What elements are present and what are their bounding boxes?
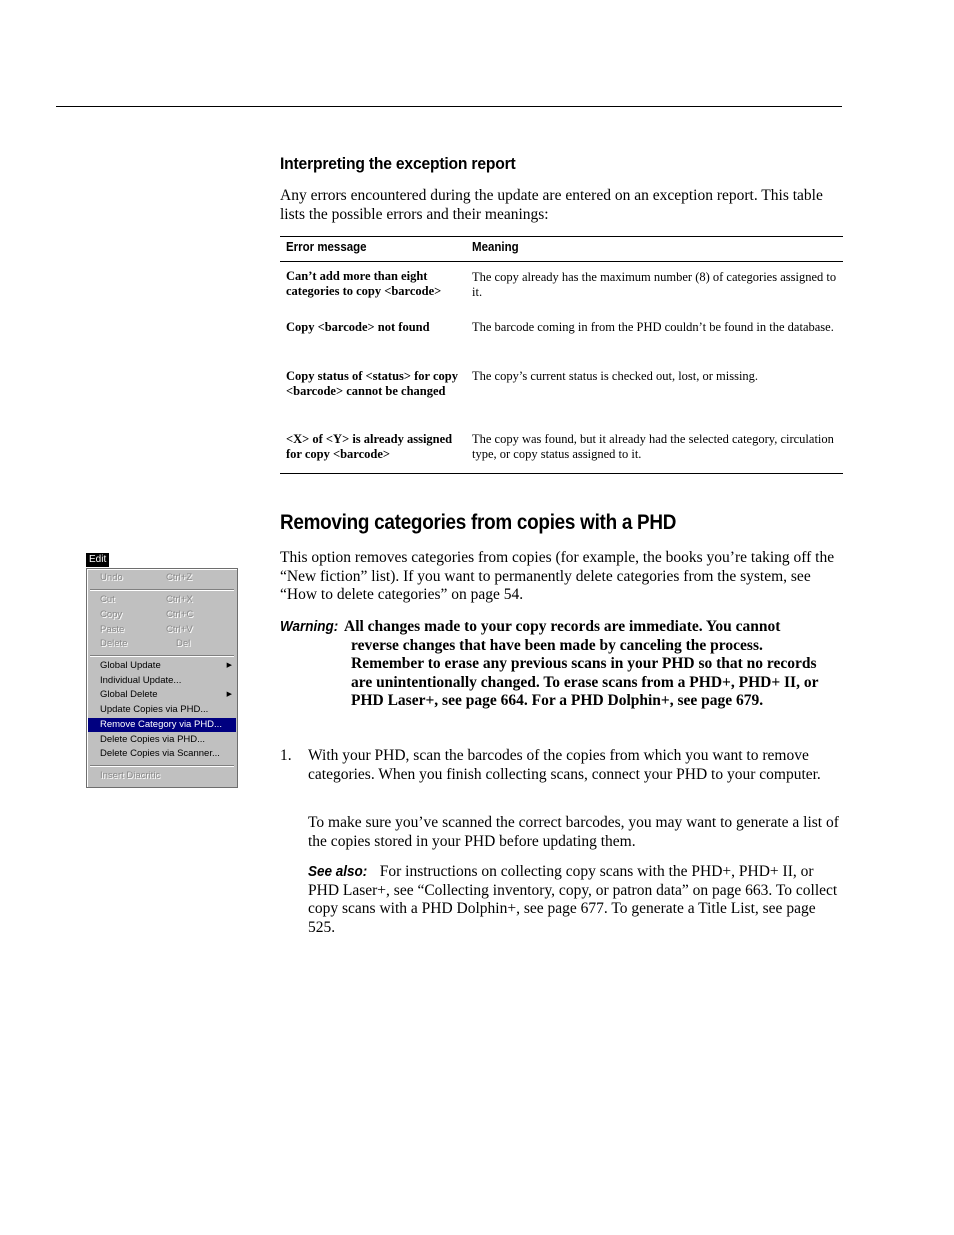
menu-item-update-copies-via-phd[interactable]: Update Copies via PHD... <box>100 704 209 715</box>
step-number: 1. <box>280 747 292 764</box>
menu-separator <box>90 765 234 767</box>
menu-item-cut[interactable]: Cut Ctrl+X <box>100 594 193 605</box>
error-table <box>280 236 843 474</box>
table-header <box>280 237 843 262</box>
menu-item-individual-update[interactable]: Individual Update... <box>100 675 182 686</box>
menu-item-undo[interactable]: Undo Ctrl+Z <box>100 572 193 583</box>
exception-report-intro: Any errors encountered during the update are entered on an exception report. This table lists the possible errors and their meanings: <box>280 187 823 223</box>
error-message: Copy status of <status> for copy <barcode> cannot be changed <box>286 369 459 398</box>
error-meaning: The copy’s current status is checked out, lost, or missing. <box>472 369 759 383</box>
error-message: Copy <barcode> not found <box>286 320 430 334</box>
warning-text-first-line: All changes made to your copy records are immediate. You cannot <box>344 618 781 635</box>
menu-item-delete[interactable]: Delete Del <box>100 638 191 649</box>
menu-item-delete-copies-via-phd[interactable]: Delete Copies via PHD... <box>100 734 206 745</box>
see-also-label: See also: <box>308 863 368 880</box>
warning-label: Warning: <box>280 618 339 635</box>
menu-item-remove-category-via-phd[interactable]: Remove Category via PHD... <box>88 718 236 732</box>
error-meaning: The copy already has the maximum number (8) of categories assigned to it. <box>472 270 837 299</box>
menu-item-delete-copies-via-scanner[interactable]: Delete Copies via Scanner... <box>100 748 220 759</box>
menu-separator <box>90 655 234 657</box>
error-message: <X> of <Y> is already assigned for copy <barcode> <box>286 432 453 461</box>
table-row <box>280 262 843 312</box>
menu-item-global-delete[interactable]: Global Delete ▶ <box>100 689 232 700</box>
section-heading-removing-categories: Removing categories from copies with a PHD <box>280 511 677 534</box>
edit-menu-title[interactable]: Edit <box>86 553 109 567</box>
top-rule <box>56 106 842 107</box>
column-header-error: Error message <box>286 240 367 254</box>
menu-separator <box>90 589 234 591</box>
menu-item-paste[interactable]: Paste Ctrl+V <box>100 624 193 635</box>
removing-categories-intro: This option removes categories from copies (for example, the books you’re taking off the “New fiction” list). If you want to permanently delete categories from the system, see “How to delete categories” on page 54. <box>280 549 835 604</box>
step-text: With your PHD, scan the barcodes of the copies from which you want to remove categories. When you finish collecting scans, connect your PHD to your computer. <box>308 747 821 783</box>
error-meaning: The copy was found, but it already had the selected category, circulation type, or copy status assigned to it. <box>472 432 834 461</box>
warning-text: reverse changes that have been made by canceling the process. Remember to erase any previous scans in your PHD so that no records are unintentionally changed. To erase scans from a PHD+, PHD+ II, or PHD Laser+, see page 664. For a PHD Dolphin+, see page 679. <box>351 636 819 710</box>
edit-menu <box>86 568 238 788</box>
see-also-note <box>308 863 845 937</box>
section-heading-exception-report: Interpreting the exception report <box>280 154 516 173</box>
table-row <box>280 312 843 361</box>
column-header-meaning: Meaning <box>472 240 519 254</box>
submenu-arrow-icon: ▶ <box>226 662 232 669</box>
see-also-text: For instructions on collecting copy scans with the PHD+, PHD+ II, or PHD Laser+, see “Collecting inventory, copy, or patron data” on page 663. To collect copy scans with a PHD Dolphin+, see page 677. To generate a Title List, see page 525. <box>308 863 838 936</box>
error-message: Can’t add more than eight categories to copy <barcode> <box>286 269 442 298</box>
menu-item-insert-diacritic[interactable]: Insert Diacritic <box>100 770 161 781</box>
menu-item-copy[interactable]: Copy Ctrl+C <box>100 609 194 620</box>
error-meaning: The barcode coming in from the PHD couldn’t be found in the database. <box>472 320 834 334</box>
table-row <box>280 425 843 473</box>
submenu-arrow-icon: ▶ <box>226 691 232 698</box>
menu-item-global-update[interactable]: Global Update ▶ <box>100 660 232 671</box>
step-note: To make sure you’ve scanned the correct barcodes, you may want to generate a list of the copies stored in your PHD before updating them. <box>308 814 839 850</box>
table-row <box>280 361 843 425</box>
